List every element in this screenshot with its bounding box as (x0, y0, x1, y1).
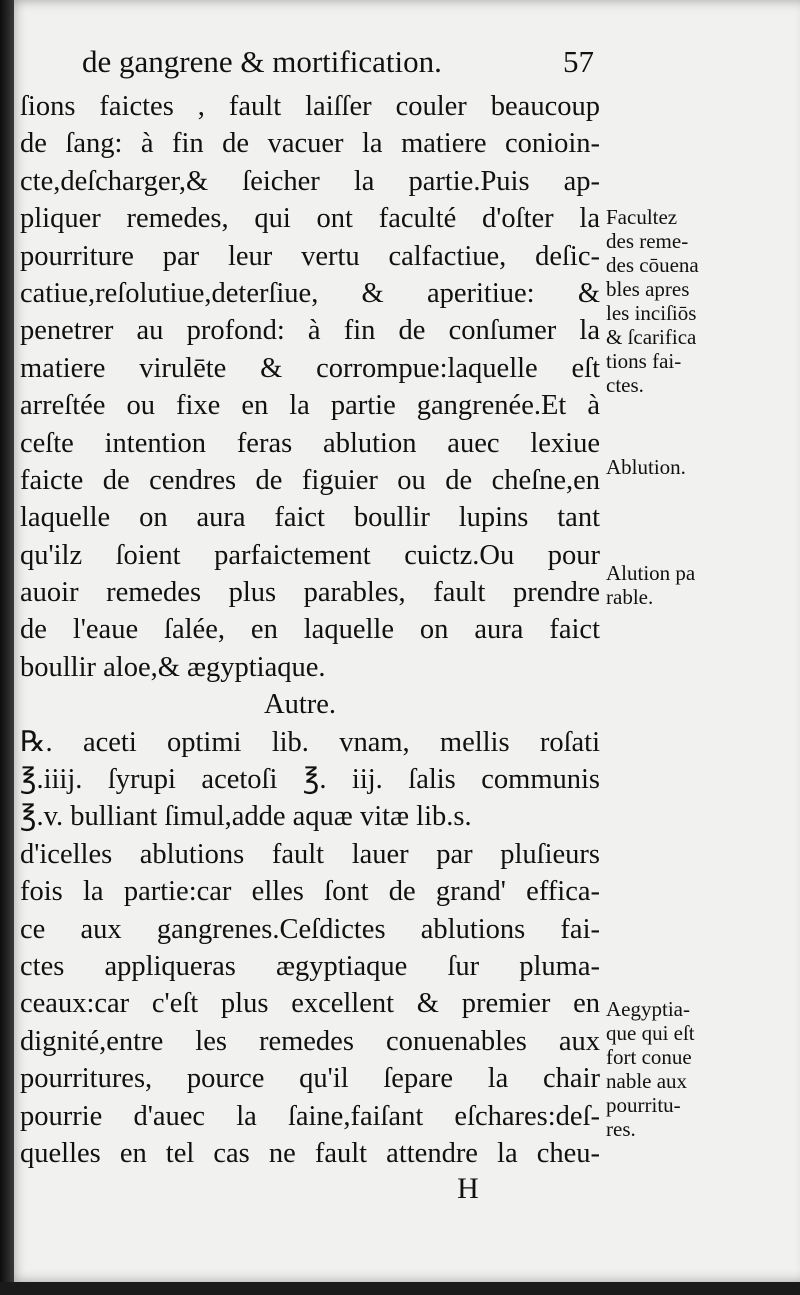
text-line: boullir aloe,& ægyptiaque. (20, 651, 326, 683)
text-line: de l'eaue ſalée, en laquelle on aura faict (20, 614, 600, 646)
text-line: dignité,entre les remedes conuenables aux (20, 1025, 600, 1057)
text-line: matiere virulēte & corrompue:laquelle eſt (20, 352, 600, 384)
text-line: quelles en tel cas ne fault attendre la cheu- (20, 1137, 600, 1169)
recipe-line: ℥.iiij. ſyrupi acetoſi ℥. iij. ſalis communis (20, 764, 600, 796)
text-line: catiue,reſolutiue,deterſiue, & aperitiue: & (20, 277, 600, 309)
margin-note-line: Alution pa (606, 561, 696, 585)
text-line: pourrie d'auec la ſaine,faiſant eſchares:deſ- (20, 1100, 600, 1132)
signature-mark: H (457, 1172, 479, 1205)
margin-note-line: que qui eſt (606, 1021, 695, 1045)
margin-note-line: ctes. (606, 373, 644, 397)
binding-shadow (0, 0, 14, 1295)
text-line: ceaux:car c'eſt plus excellent & premier en (20, 988, 600, 1020)
text-line: pourriture par leur vertu calfactiue, deſic- (20, 240, 600, 272)
margin-note-line: des cōuena (606, 253, 699, 277)
text-line: penetrer au profond: à fin de conſumer la (20, 315, 600, 347)
running-head (82, 40, 602, 84)
margin-note-line: pourritu- (606, 1093, 681, 1117)
margin-note-line: fort conue (606, 1045, 692, 1069)
margin-note-line: res. (606, 1117, 636, 1141)
margin-note-line: Facultez (606, 205, 678, 229)
scan-bottom-border (0, 1282, 800, 1295)
text-line: d'icelles ablutions fault lauer par pluſieurs (20, 838, 600, 870)
margin-note-line: tions fai- (606, 349, 682, 373)
text-line: ce aux gangrenes.Ceſdictes ablutions fai- (20, 913, 600, 945)
margin-note-line: & ſcarifica (606, 325, 697, 349)
margin-note-line: nable aux (606, 1069, 688, 1093)
running-head-title: de gangrene & mortification. (82, 44, 442, 79)
main-text-block (20, 88, 600, 1172)
text-line: fois la partie:car elles ſont de grand' effica- (20, 876, 600, 908)
text-line: pourritures, pource qu'il ſepare la chair (20, 1063, 600, 1095)
text-line: ctes appliqueras ægyptiaque ſur pluma- (20, 950, 600, 982)
text-line: ſions faictes , fault laiſſer couler beaucoup (20, 91, 600, 122)
margin-note-line: des reme- (606, 229, 689, 253)
section-heading: Autre. (263, 689, 336, 721)
margin-note-line: Aegyptia- (606, 997, 690, 1021)
text-line: qu'ilz ſoient parfaictement cuictz.Ou pour (20, 539, 600, 571)
margin-note-line: les inciſiōs (606, 301, 697, 325)
margin-note-alution (606, 561, 776, 609)
text-line: de ſang: à fin de vacuer la matiere conioin- (20, 128, 600, 160)
text-line: pliquer remedes, qui ont faculté d'oſter la (20, 203, 600, 235)
margin-note-line: bles apres (606, 277, 690, 301)
text-line: laquelle on aura faict boullir lupins tant (20, 502, 600, 534)
text-line: cte,deſcharger,& ſeicher la partie.Puis ap- (20, 165, 600, 197)
margin-note-line: Ablution. (606, 455, 686, 479)
text-line: auoir remedes plus parables, fault prendre (20, 577, 600, 609)
page-number: 57 (563, 44, 594, 79)
text-line: arreſtée ou fixe en la partie gangrenée.Et à (20, 390, 600, 422)
margin-note-aegyptiaque (606, 997, 776, 1141)
recipe-line: ℞. aceti optimi lib. vnam, mellis roſati (20, 726, 600, 758)
margin-note-line: rable. (606, 585, 654, 609)
text-line: faicte de cendres de figuier ou de cheſne,en (20, 464, 600, 496)
text-line: ceſte intention feras ablution auec lexiue (20, 427, 600, 459)
recipe-line: ℥.v. bulliant ſimul,adde aquæ vitæ lib.s. (20, 801, 472, 833)
margin-note-ablution (606, 455, 776, 479)
margin-note-facultez (606, 205, 776, 397)
